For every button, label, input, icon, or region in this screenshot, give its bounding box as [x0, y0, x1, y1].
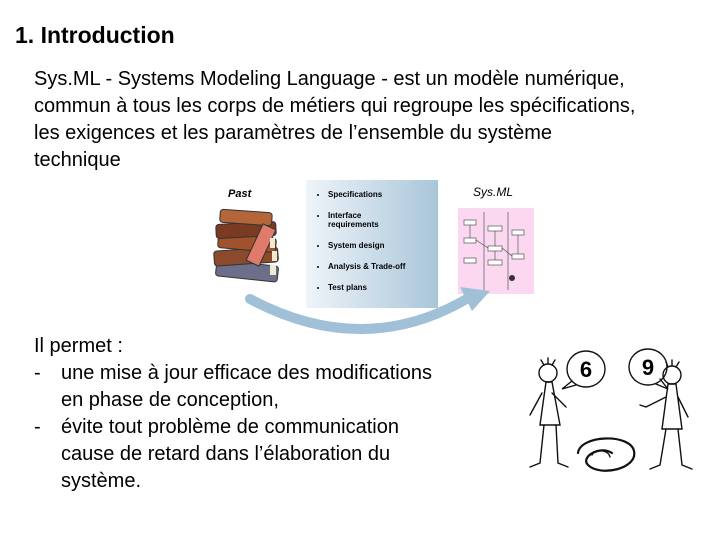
list-item — [34, 360, 494, 387]
intro-paragraph — [34, 66, 704, 174]
list-item-text: évite tout problème de communication — [61, 416, 399, 438]
list-item — [34, 414, 494, 441]
intro-line: Sys.ML - Systems Modeling Language - est un modèle numérique, — [34, 68, 625, 90]
books-illustration — [210, 205, 290, 290]
list-item-text: une mise à jour efficace des modifications — [61, 362, 432, 384]
permet-label: Il permet : — [34, 335, 123, 357]
permet-list — [34, 333, 494, 495]
floor-number: 6 — [605, 457, 607, 458]
list-dash: - — [34, 362, 41, 384]
bubble-right-number: 9 — [641, 355, 655, 380]
page-title: 1. Introduction — [15, 22, 175, 48]
intro-line: commun à tous les corps de métiers qui regroupe les spécifications, — [34, 95, 636, 117]
spec-item: • Specifications — [328, 190, 432, 199]
sysml-diagram-thumbnail — [458, 208, 534, 294]
spec-item: • System design — [328, 241, 432, 250]
list-item-text: cause de retard dans l’élaboration du — [61, 443, 391, 465]
spec-item: • Test plans — [328, 283, 432, 292]
list-dash: - — [34, 416, 41, 438]
intro-line: les exigences et les paramètres de l’ensemble du système — [34, 122, 553, 144]
list-item-text: système. — [61, 470, 142, 492]
spec-item: • Interface requirements — [328, 211, 432, 229]
intro-line: technique — [34, 149, 121, 171]
list-item-text: en phase de conception, — [61, 389, 279, 411]
past-label: Past — [228, 188, 252, 200]
sysml-label: Sys.ML — [473, 185, 514, 199]
spec-item: • Analysis & Trade-off — [328, 262, 432, 271]
communication-cartoon — [500, 345, 705, 495]
bubble-left-number: 6 — [579, 357, 593, 382]
